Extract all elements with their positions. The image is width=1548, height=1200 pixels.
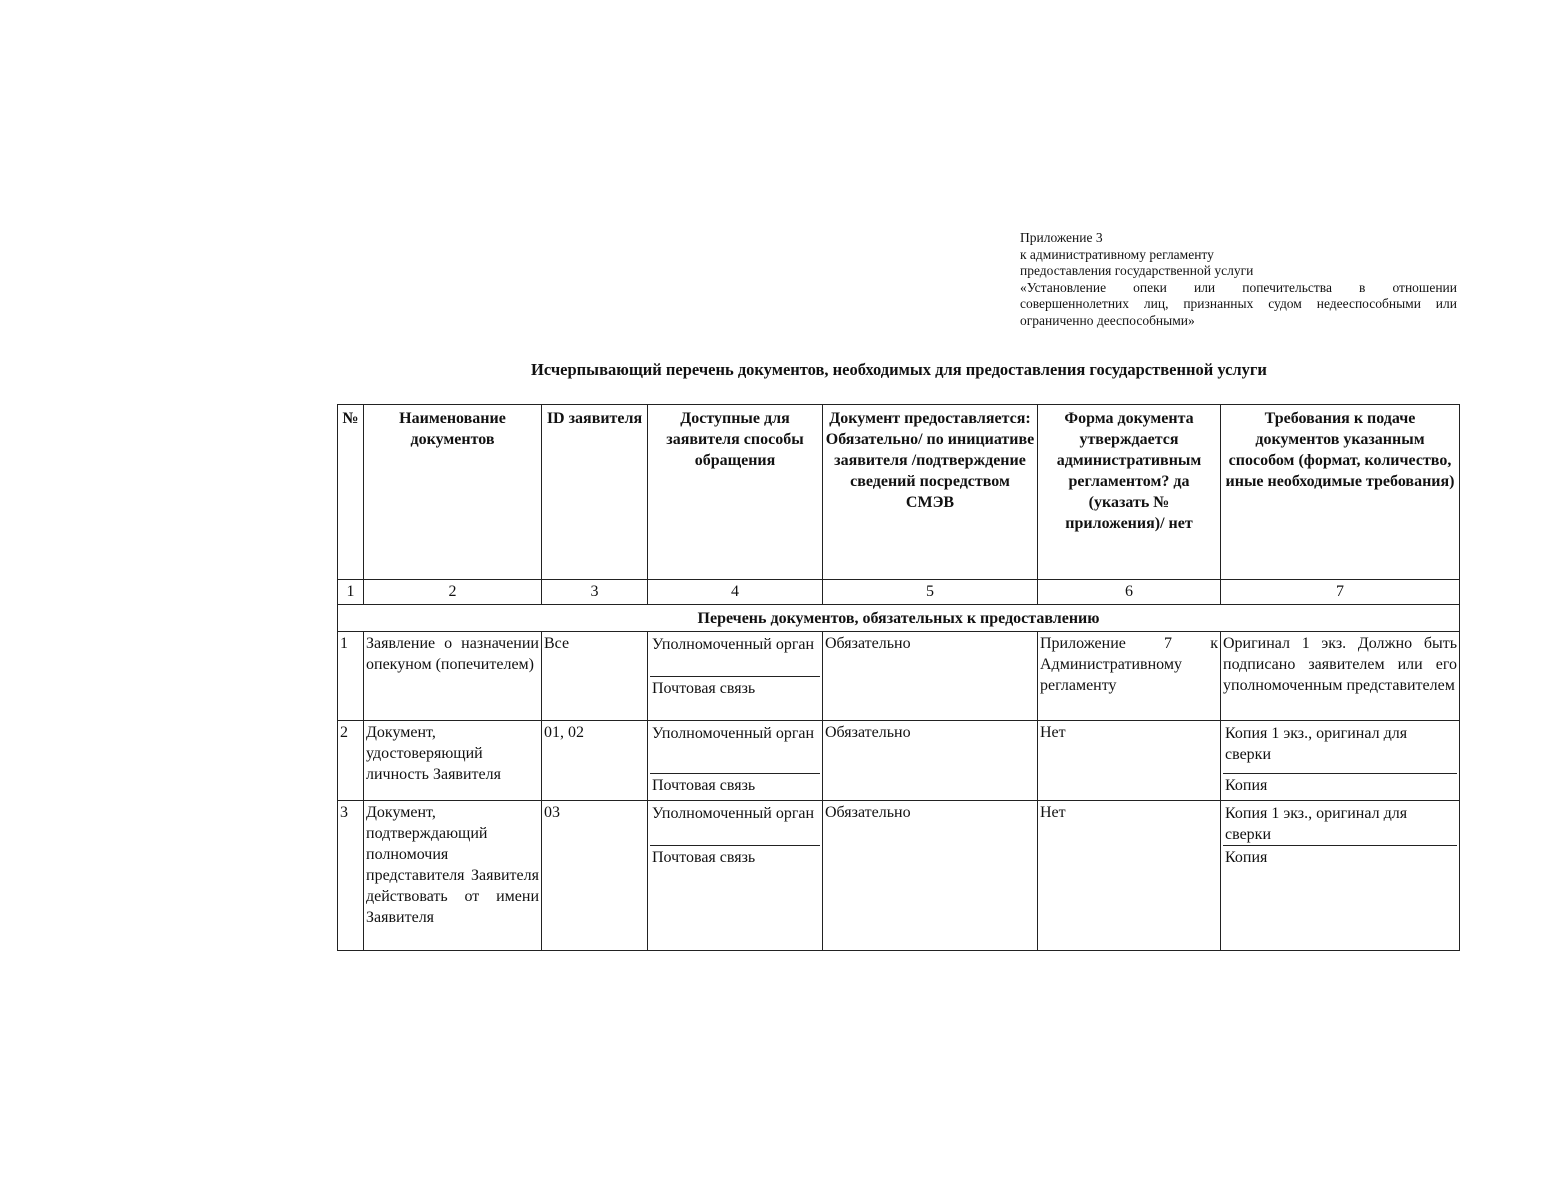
row-number: 2 xyxy=(338,721,364,801)
document-name: Документ, удостоверяющий личность Заявителя xyxy=(364,721,542,801)
requirement-item: Копия xyxy=(1225,849,1268,866)
appendix-line: совершеннолетних лиц, признанных судом недееспособными или xyxy=(1020,296,1457,311)
requirements-cell xyxy=(1221,801,1460,951)
header-cell: Требования к подаче документов указанным способом (формат, количество, иные необходимые требования) xyxy=(1221,405,1460,580)
column-number: 2 xyxy=(364,580,542,605)
method-item: Уполномоченный орган xyxy=(650,802,820,846)
header-cell: Наименование документов xyxy=(364,405,542,580)
requirements-cell xyxy=(1221,721,1460,801)
header-cell: Форма документа утверждается административным регламентом? да (указать № приложения)/ нет xyxy=(1038,405,1221,580)
table-row xyxy=(338,721,1460,801)
provided-status: Обязательно xyxy=(823,721,1038,801)
applicant-id: 01, 02 xyxy=(542,721,648,801)
column-number: 4 xyxy=(648,580,823,605)
column-number: 6 xyxy=(1038,580,1221,605)
methods-cell xyxy=(648,801,823,951)
header-cell: № xyxy=(338,405,364,580)
appendix-line: предоставления государственной услуги xyxy=(1020,263,1254,278)
method-item: Уполномоченный орган xyxy=(650,722,820,774)
appendix-line: «Установление опеки или попечительства в отношении xyxy=(1020,279,1457,295)
provided-status: Обязательно xyxy=(823,801,1038,951)
appendix-line: к административному регламенту xyxy=(1020,246,1214,262)
form-approval: Нет xyxy=(1038,721,1221,801)
appendix-line: Приложение 3 xyxy=(1020,230,1103,245)
applicant-id: Все xyxy=(542,632,648,721)
row-number: 1 xyxy=(338,632,364,721)
document-title: Исчерпывающий перечень документов, необходимых для предоставления государственной услуги xyxy=(531,360,1267,379)
header-cell: Документ предоставляется: Обязательно/ по инициативе заявителя /подтверждение сведений посредством СМЭВ xyxy=(823,405,1038,580)
appendix-block xyxy=(1020,230,1457,329)
section-row xyxy=(338,605,1460,632)
requirement-item: Копия 1 экз., оригинал для сверки xyxy=(1223,722,1457,774)
document-name: Документ, подтверждающий полномочия представителя Заявителя действовать от имени Заявителя xyxy=(364,801,542,951)
method-item: Почтовая связь xyxy=(652,777,756,794)
methods-cell xyxy=(648,632,823,721)
provided-status: Обязательно xyxy=(823,632,1038,721)
method-item: Почтовая связь xyxy=(652,849,756,866)
section-title: Перечень документов, обязательных к предоставлению xyxy=(338,605,1460,632)
header-row xyxy=(338,405,1460,580)
documents-table xyxy=(337,404,1460,951)
row-number: 3 xyxy=(338,801,364,951)
table-row xyxy=(338,632,1460,721)
header-cell: Доступные для заявителя способы обращения xyxy=(648,405,823,580)
method-item: Уполномоченный орган xyxy=(650,633,820,677)
document-name: Заявление о назначении опекуном (попечителем) xyxy=(364,632,542,721)
column-number: 5 xyxy=(823,580,1038,605)
method-item: Почтовая связь xyxy=(652,680,756,697)
table-row xyxy=(338,801,1460,951)
form-approval: Нет xyxy=(1038,801,1221,951)
column-number: 3 xyxy=(542,580,648,605)
methods-cell xyxy=(648,721,823,801)
form-approval: Приложение 7 к Административному регламенту xyxy=(1038,632,1221,721)
column-number-row xyxy=(338,580,1460,605)
requirement-item: Копия 1 экз., оригинал для сверки xyxy=(1223,802,1457,846)
column-number: 7 xyxy=(1221,580,1460,605)
header-cell: ID заявителя xyxy=(542,405,648,580)
appendix-line: ограниченно дееспособными» xyxy=(1020,312,1195,328)
requirement-item: Оригинал 1 экз. Должно быть подписано заявителем или его уполномоченным представителем xyxy=(1221,632,1460,721)
column-number: 1 xyxy=(338,580,364,605)
applicant-id: 03 xyxy=(542,801,648,951)
requirement-item: Копия xyxy=(1225,777,1268,794)
